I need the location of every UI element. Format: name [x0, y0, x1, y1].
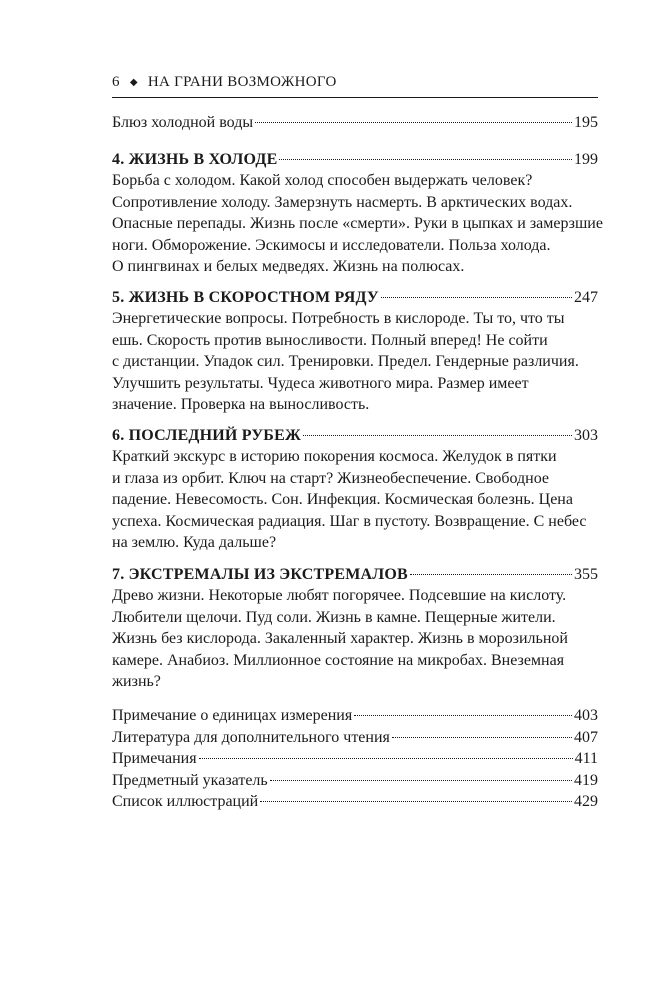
toc-chapter-6[interactable]: [112, 426, 598, 446]
toc-entry-page: 407: [574, 728, 598, 746]
dot-leader: [255, 122, 572, 123]
toc-entry-title: Список иллюстраций: [112, 793, 259, 810]
toc-entry-further-reading[interactable]: [112, 727, 598, 749]
description-line: Опасные перепады. Жизнь после «смерти». Руки в цыпках и замерзшие: [112, 215, 603, 232]
description-line: с дистанции. Упадок сил. Тренировки. Предел. Гендерные различия.: [112, 353, 579, 370]
description-line: ешь. Скорость против выносливости. Полный вперед! Не сойти: [112, 331, 548, 349]
toc-entry-title: Примечание о единицах измерения: [112, 707, 353, 724]
description-line: успеха. Космическая радиация. Шаг в пустоту. Возвращение. С небес: [112, 512, 587, 530]
dot-leader: [279, 159, 572, 160]
description-line: на землю. Куда дальше?: [112, 534, 277, 551]
description-line: падение. Невесомость. Сон. Инфекция. Космическая болезнь. Цена: [112, 491, 573, 508]
toc-entry-title: Литература для дополнительного чтения: [112, 728, 390, 746]
chapter-title: 5. ЖИЗНЬ В СКОРОСТНОМ РЯДУ: [112, 289, 379, 306]
toc-entry-cold-water-blues[interactable]: [112, 113, 598, 133]
description-line: жизнь?: [112, 673, 161, 690]
chapter-title: 6. ПОСЛЕДНИЙ РУБЕЖ: [112, 427, 301, 444]
chapter-page: 199: [574, 151, 598, 168]
description-line: Улучшить результаты. Чудеса животного мира. Размер имеет: [112, 374, 529, 392]
diamond-icon: ◆: [129, 77, 138, 88]
chapter-5-description: [112, 308, 598, 416]
description-line: Энергетические вопросы. Потребность в кислороде. Ты то, что ты: [112, 310, 565, 327]
running-head: [112, 74, 598, 98]
description-line: Борьба с холодом. Какой холод способен выдержать человек?: [112, 172, 533, 189]
dot-leader: [303, 435, 572, 436]
dot-leader: [354, 715, 572, 716]
toc-entry-page: 195: [574, 114, 598, 131]
toc-entry-title: Предметный указатель: [112, 771, 268, 789]
dot-leader: [410, 574, 572, 575]
dot-leader: [381, 297, 572, 298]
toc-entry-page: 411: [574, 750, 598, 767]
chapter-6-description: [112, 446, 598, 554]
description-line: ноги. Обморожение. Эскимосы и исследователи. Польза холода.: [112, 236, 551, 254]
toc-entry-notes[interactable]: [112, 748, 598, 770]
description-line: Сопротивление холоду. Замерзнуть насмерть. В арктических водах.: [112, 193, 573, 211]
chapter-7-description: [112, 585, 598, 693]
description-line: Краткий экскурс в историю покорения космоса. Желудок в пятки: [112, 448, 557, 465]
toc-entry-page: 403: [574, 707, 598, 724]
toc-chapter-4[interactable]: [112, 150, 598, 170]
toc-chapter-7[interactable]: [112, 565, 598, 585]
chapter-page: 355: [574, 566, 598, 583]
dot-leader: [392, 737, 572, 738]
toc-entry-title: Блюз холодной воды: [112, 114, 254, 131]
toc-entry-index[interactable]: [112, 770, 598, 792]
book-title: НА ГРАНИ ВОЗМОЖНОГО: [147, 74, 337, 90]
dot-leader: [199, 758, 573, 759]
chapter-title: 7. ЭКСТРЕМАЛЫ ИЗ ЭКСТРЕМАЛОВ: [112, 566, 408, 583]
back-matter-list: [112, 705, 598, 813]
dot-leader: [270, 780, 572, 781]
toc-entry-page: 419: [574, 771, 598, 789]
description-line: и глаза из орбит. Ключ на старт? Жизнеобеспечение. Свободное: [112, 469, 550, 487]
toc-entry-illustrations[interactable]: [112, 791, 598, 813]
description-line: Любители щелочи. Пуд соли. Жизнь в камне. Пещерные жители.: [112, 608, 556, 626]
toc-entry-page: 429: [574, 793, 598, 810]
description-line: О пингвинах и белых медведях. Жизнь на полюсах.: [112, 258, 465, 275]
chapter-page: 303: [574, 427, 598, 444]
description-line: камере. Анабиоз. Миллионное состояние на микробах. Внеземная: [112, 651, 565, 669]
toc-entry-units-note[interactable]: [112, 705, 598, 727]
description-line: значение. Проверка на выносливость.: [112, 396, 370, 413]
chapter-title: 4. ЖИЗНЬ В ХОЛОДЕ: [112, 151, 278, 168]
description-line: Древо жизни. Некоторые любят погорячее. Подсевшие на кислоту.: [112, 587, 567, 604]
chapter-page: 247: [574, 289, 598, 306]
dot-leader: [260, 801, 572, 802]
toc-entry-title: Примечания: [112, 750, 197, 767]
toc-chapter-5[interactable]: [112, 288, 598, 308]
page-number: 6: [112, 74, 120, 90]
chapter-4-description: [112, 170, 603, 278]
description-line: Жизнь без кислорода. Закаленный характер. Жизнь в морозильной: [112, 630, 568, 647]
